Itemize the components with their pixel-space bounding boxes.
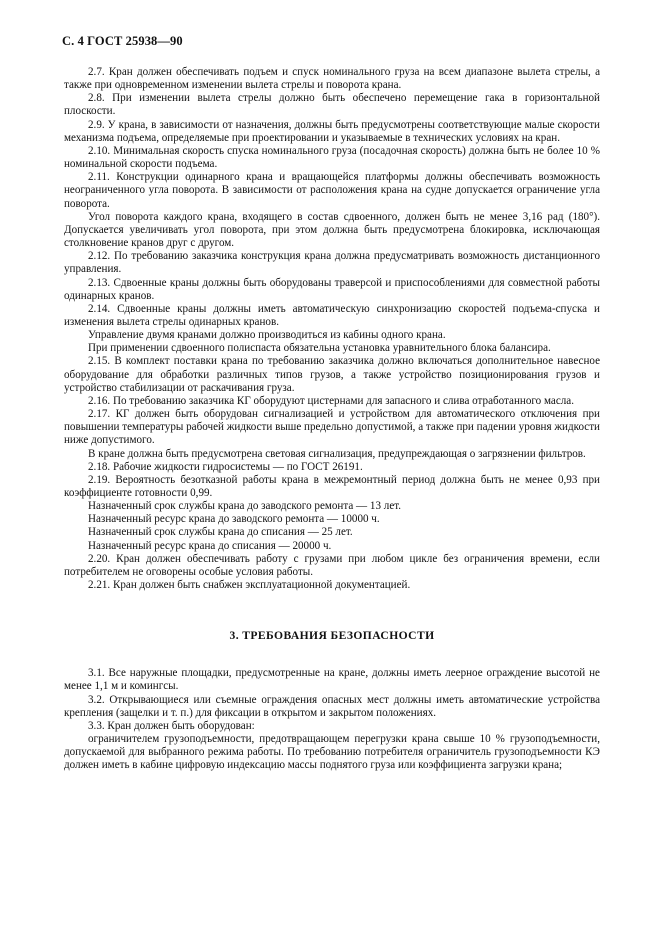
paragraph-2-15: 2.15. В комплект поставки крана по требованию заказчика должно включаться дополнительное навесное оборудование для обработки различных типов грузов, а также устройство позиционирования грузов и устройство стабилизации от раскачивания груза. xyxy=(64,355,600,394)
paragraph-2-14: 2.14. Сдвоенные краны должны иметь автоматическую синхронизацию скоростей подъема-спуска и изменения вылета стрелы одинарных кранов. xyxy=(64,302,600,328)
paragraph-2-19-resource-repair: Назначенный ресурс крана до заводского ремонта — 10000 ч. xyxy=(88,513,380,526)
paragraph-3-2: 3.2. Открывающиеся или съемные ограждения опасных мест должны иметь автоматические устройства крепления (защелки и т. п.) для фиксации в открытом и закрытом положениях. xyxy=(64,693,600,719)
section-2-body xyxy=(64,66,600,592)
section-3-title: 3. ТРЕБОВАНИЯ БЕЗОПАСНОСТИ xyxy=(229,629,435,643)
section-3-body xyxy=(64,667,600,772)
paragraph-2-17-filters: В кране должна быть предусмотрена световая сигнализация, предупреждающая о загрязнении фильтров. xyxy=(88,447,586,460)
paragraph-2-11-rotation-angle: Угол поворота каждого крана, входящего в состав сдвоенного, должен быть не менее 3,16 рад (180°). Допускается увеличивать угол поворота, при этом должна быть предусмотрена блокировка, исключающая столкновение кранов друг с другом. xyxy=(64,210,600,250)
paragraph-2-16: 2.16. По требованию заказчика КГ оборудуют цистернами для запасного и слива отработанного масла. xyxy=(88,394,574,407)
paragraph-3-1: 3.1. Все наружные площадки, предусмотренные на кране, должны иметь леерное ограждение высотой не менее 1,1 м и комингсы. xyxy=(64,667,600,693)
paragraph-2-19-service-life-repair: Назначенный срок службы крана до заводского ремонта — 13 лет. xyxy=(88,500,402,513)
paragraph-2-18: 2.18. Рабочие жидкости гидросистемы — по ГОСТ 26191. xyxy=(88,460,363,473)
paragraph-2-17: 2.17. КГ должен быть оборудован сигнализацией и устройством для автоматического отключения при повышении температуры рабочей жидкости выше предельно допустимой, а также при падении уровня жидкости ниже допустимого. xyxy=(64,408,600,447)
paragraph-2-8: 2.8. При изменении вылета стрелы должно быть обеспечено перемещение гака в горизонтальной плоскости. xyxy=(64,92,600,118)
paragraph-2-7: 2.7. Кран должен обеспечивать подъем и спуск номинального груза на всем диапазоне вылета стрелы, а также при одновременном изменении вылета стрелы и поворота крана. xyxy=(64,66,600,92)
paragraph-3-3: 3.3. Кран должен быть оборудован: xyxy=(88,719,255,732)
paragraph-2-19: 2.19. Вероятность безотказной работы крана в межремонтный период должна быть не менее 0,93 при коэффициенте готовности 0,99. xyxy=(64,473,600,499)
document-page xyxy=(64,34,600,773)
paragraph-2-21: 2.21. Кран должен быть снабжен эксплуатационной документацией. xyxy=(88,579,411,592)
page-header: С. 4 ГОСТ 25938—90 xyxy=(62,34,183,48)
paragraph-2-20: 2.20. Кран должен обеспечивать работу с грузами при любом цикле без ограничения времени, если потребителем не оговорены особые условия работы. xyxy=(64,552,600,578)
paragraph-2-13: 2.13. Сдвоенные краны должны быть оборудованы траверсой и приспособлениями для совместной работы одинарных кранов. xyxy=(64,276,600,302)
paragraph-2-19-resource-writeoff: Назначенный ресурс крана до списания — 20000 ч. xyxy=(88,539,332,552)
paragraph-2-10: 2.10. Минимальная скорость спуска номинального груза (посадочная скорость) должна быть не более 10 % номинальной скорости подъема. xyxy=(64,144,600,171)
paragraph-2-19-service-life-writeoff: Назначенный срок службы крана до списания — 25 лет. xyxy=(88,526,353,539)
paragraph-2-11: 2.11. Конструкции одинарного крана и вращающейся платформы должны обеспечивать возможность неограниченного угла поворота. В зависимости от расположения крана на судне допускается ограничение угла поворота. xyxy=(64,171,600,210)
paragraph-2-9: 2.9. У крана, в зависимости от назначения, должны быть предусмотрены соответствующие малые скорости механизма подъема, определяемые при проектировании и указываемые в технических условиях на кран. xyxy=(64,118,600,144)
paragraph-2-14-polyspast: При применении сдвоенного полиспаста обязательна установка уравнительного блока балансира. xyxy=(88,342,551,355)
paragraph-3-3-limiter: ограничителем грузоподъемности, предотвращающем перегрузки крана свыше 10 % грузоподъемности, допускаемой для выбранного режима работы. По требованию потребителя ограничитель грузоподъемности КЭ должен иметь в кабине цифровую индексацию массы поднятого груза или коэффициента загрузки крана; xyxy=(64,733,600,772)
paragraph-2-12: 2.12. По требованию заказчика конструкция крана должна предусматривать возможность дистанционного управления. xyxy=(64,250,600,276)
paragraph-2-14-control: Управление двумя кранами должно производиться из кабины одного крана. xyxy=(88,329,446,342)
